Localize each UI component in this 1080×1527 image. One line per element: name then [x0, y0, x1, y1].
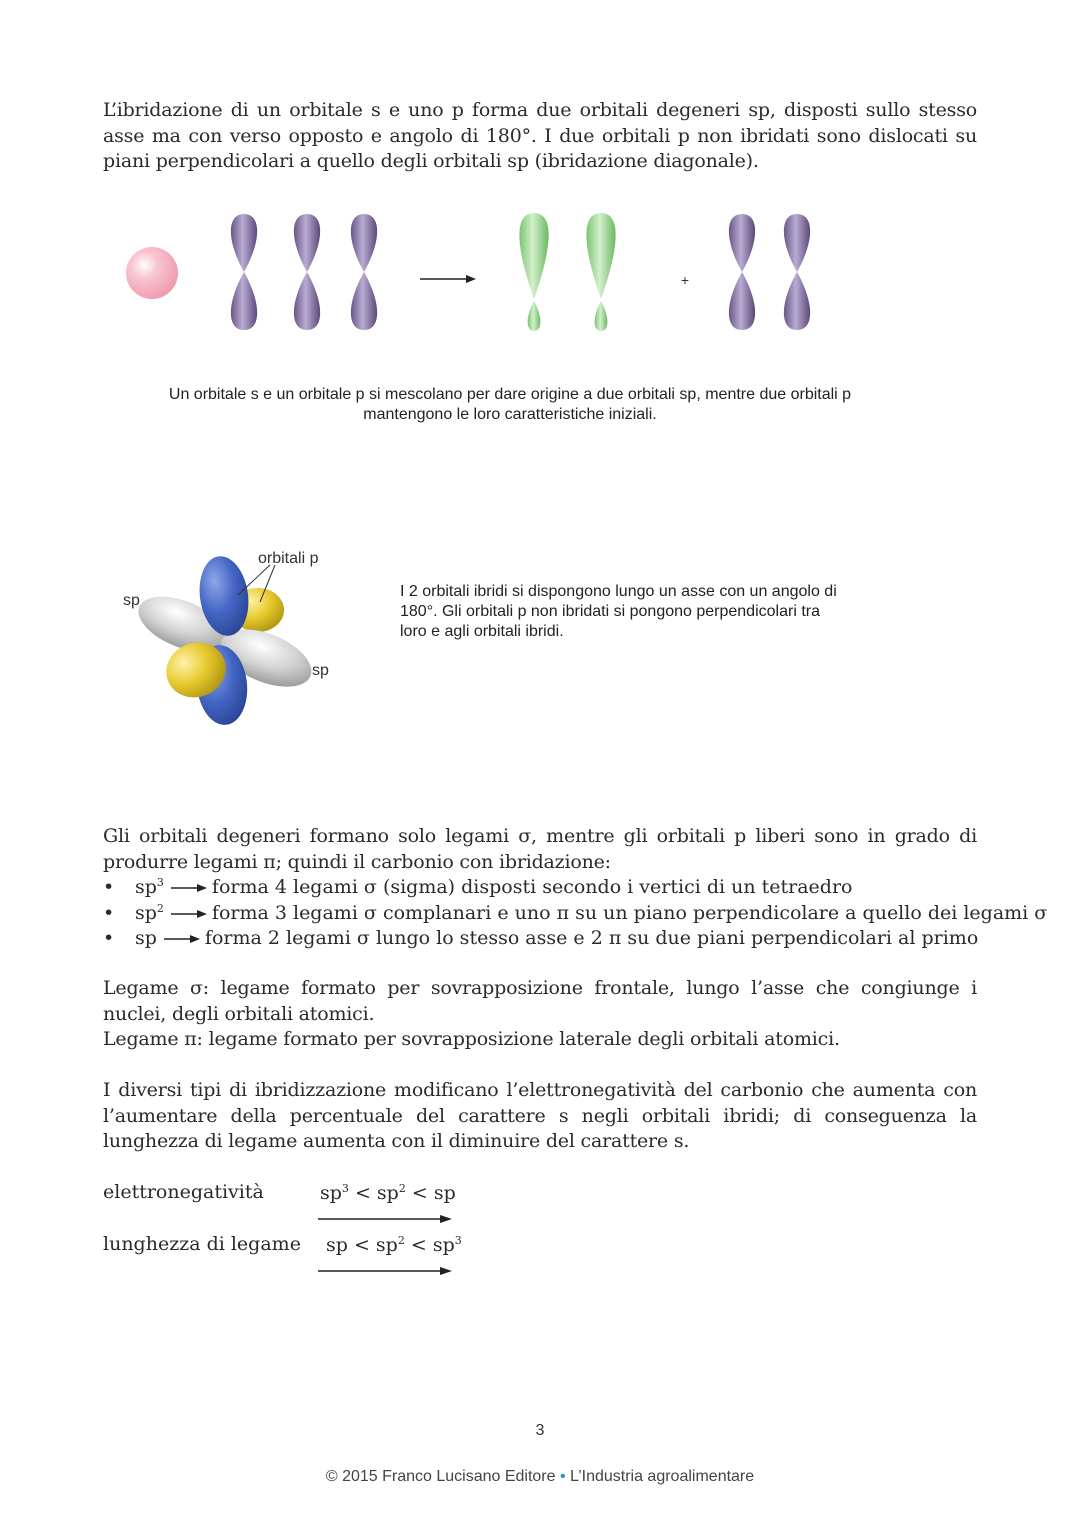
p-orbital — [784, 214, 810, 330]
p-orbital — [351, 214, 377, 330]
copyright: © 2015 Franco Lucisano Editore — [325, 1468, 556, 1485]
sp-orbital — [519, 213, 548, 331]
figure1-caption: Un orbitale s e un orbitale p si mescolano per dare origine a due orbitali sp, mentre due orbitali p mantengono le loro caratteristiche iniziali. — [168, 386, 852, 423]
sp-3d-orbitals-figure — [110, 540, 350, 740]
book-title: L’Industria agroalimentare — [570, 1468, 755, 1485]
electronegativity-label: elettronegatività — [103, 1181, 264, 1203]
orbitals-p-label: orbitali p — [258, 550, 319, 567]
arrow-right-icon — [170, 908, 208, 920]
p-orbital — [294, 214, 320, 330]
reaction-arrow-icon — [420, 275, 476, 283]
sp-left-label: sp — [123, 592, 140, 609]
footer — [0, 1468, 1080, 1486]
figure2-caption: I 2 orbitali ibridi si dispongono lungo un asse con un angolo di 180°. Gli orbitali p non ibridati si pongono perpendicolari tra loro e agli orbitali ibridi. — [400, 583, 837, 640]
hybridization-figure — [110, 200, 850, 340]
bond-length-sequence: sp < $sp^2 < sp^3$ — [326, 1234, 462, 1256]
p-orbital — [231, 214, 257, 330]
increase-arrow-icon — [318, 1266, 452, 1276]
bonds-paragraph: Gli orbitali degeneri formano solo legami σ, mentre gli orbitali p liberi sono in grado di produrre legami π; quindi il carbonio con ibridazione: — [103, 825, 977, 873]
bond-length-label: lunghezza di legame — [103, 1233, 301, 1255]
page-number: 3 — [535, 1422, 545, 1439]
intro-paragraph: L’ibridazione di un orbitale s e uno p forma due orbitali degeneri sp, disposti sullo stesso asse ma con verso opposto e angolo di 180°. I due orbitali p non ibridati sono dislocati su piani perpendicolari a quello degli orbitali sp (ibridazione diagonale). — [103, 99, 977, 172]
sp-orbital — [586, 213, 615, 331]
p-orbital — [729, 214, 755, 330]
arrow-right-icon — [163, 933, 201, 945]
s-orbital — [126, 247, 178, 299]
electronegativity-paragraph: I diversi tipi di ibridizzazione modificano l’elettronegatività del carbonio che aumenta con l’aumentare della percentuale del carattere s negli orbitali ibridi; di conseguenza la lunghezza di legame aumenta con il diminuire del carattere s. — [103, 1079, 977, 1152]
increase-arrow-icon — [318, 1214, 452, 1224]
arrow-right-icon — [170, 882, 208, 894]
electronegativity-sequence: $sp^3 < sp^2$ < sp — [320, 1182, 456, 1204]
bond-definitions — [103, 976, 977, 1053]
sp-right-label: sp — [312, 662, 329, 679]
plus-sign: + — [680, 272, 690, 288]
pi-definition: Legame π: legame formato per sovrapposizione laterale degli orbitali atomici. — [103, 1028, 840, 1050]
sigma-definition: Legame σ: legame formato per sovrapposizione frontale, lungo l’asse che congiunge i nuclei, degli orbitali atomici. — [103, 977, 977, 1025]
bullet-separator: • — [559, 1468, 566, 1485]
